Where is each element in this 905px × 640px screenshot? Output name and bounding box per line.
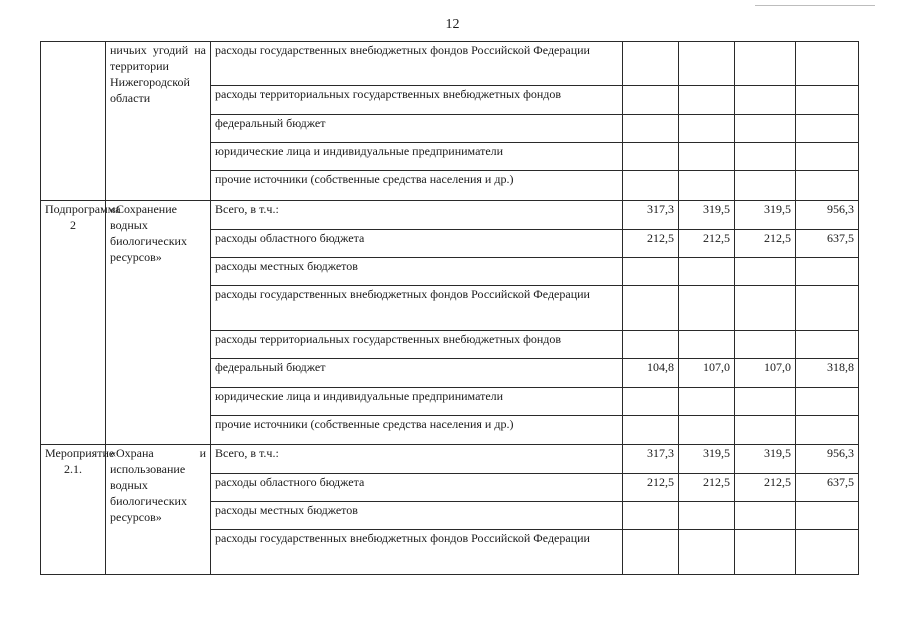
year-value-cell: 212,5 (623, 474, 679, 502)
year-value-cell (679, 331, 735, 359)
funding-source-cell: юридические лица и индивидуальные предприниматели (211, 388, 623, 416)
year-value-cell (623, 286, 679, 331)
year-value-cell (623, 502, 679, 530)
funding-source-cell: расходы областного бюджета (211, 230, 623, 258)
total-value-cell: 637,5 (796, 474, 859, 502)
total-value-cell (796, 42, 859, 86)
year-value-cell (735, 171, 796, 201)
total-value-cell (796, 502, 859, 530)
program-name-cell: ничьих угодий на территории Нижегородской области (106, 42, 211, 201)
year-value-cell: 104,8 (623, 359, 679, 388)
total-value-cell (796, 86, 859, 115)
funding-source-cell: федеральный бюджет (211, 115, 623, 143)
year-value-cell (623, 388, 679, 416)
funding-source-cell: прочие источники (собственные средства населения и др.) (211, 171, 623, 201)
total-value-cell: 637,5 (796, 230, 859, 258)
funding-source-cell: расходы государственных внебюджетных фондов Российской Федерации (211, 286, 623, 331)
year-value-cell (735, 86, 796, 115)
table-row (41, 445, 859, 474)
year-value-cell: 212,5 (679, 230, 735, 258)
year-value-cell: 107,0 (735, 359, 796, 388)
funding-source-cell: расходы местных бюджетов (211, 258, 623, 286)
year-value-cell (623, 171, 679, 201)
corner-mark (755, 5, 875, 6)
year-value-cell: 319,5 (735, 445, 796, 474)
year-value-cell (679, 86, 735, 115)
year-value-cell (623, 143, 679, 171)
funding-source-cell: расходы территориальных государственных внебюджетных фондов (211, 331, 623, 359)
year-value-cell: 212,5 (679, 474, 735, 502)
funding-source-cell: расходы государственных внебюджетных фондов Российской Федерации (211, 530, 623, 575)
year-value-cell (679, 530, 735, 575)
funding-source-cell: Всего, в т.ч.: (211, 445, 623, 474)
funding-source-cell: расходы областного бюджета (211, 474, 623, 502)
funding-source-cell: расходы территориальных государственных внебюджетных фондов (211, 86, 623, 115)
total-value-cell (796, 331, 859, 359)
year-value-cell (623, 86, 679, 115)
year-value-cell (679, 388, 735, 416)
program-name-cell: «Охрана и использование водных биологических ресурсов» (106, 445, 211, 575)
total-value-cell (796, 286, 859, 331)
funding-source-cell: прочие источники (собственные средства населения и др.) (211, 416, 623, 445)
year-value-cell (623, 115, 679, 143)
year-value-cell (735, 388, 796, 416)
total-value-cell: 956,3 (796, 445, 859, 474)
total-value-cell (796, 171, 859, 201)
year-value-cell (679, 286, 735, 331)
year-value-cell: 319,5 (679, 201, 735, 230)
year-value-cell: 317,3 (623, 445, 679, 474)
year-value-cell (679, 115, 735, 143)
year-value-cell (735, 286, 796, 331)
budget-table (40, 41, 859, 575)
year-value-cell (735, 502, 796, 530)
year-value-cell: 212,5 (735, 230, 796, 258)
table-row (41, 201, 859, 230)
program-level-cell: Подпрограмма 2 (41, 201, 106, 445)
year-value-cell (623, 331, 679, 359)
funding-source-cell: расходы государственных внебюджетных фондов Российской Федерации (211, 42, 623, 86)
year-value-cell (735, 143, 796, 171)
funding-source-cell: юридические лица и индивидуальные предприниматели (211, 143, 623, 171)
year-value-cell (735, 416, 796, 445)
year-value-cell (735, 115, 796, 143)
page-number: 12 (445, 17, 460, 32)
program-level-cell (41, 42, 106, 201)
year-value-cell: 212,5 (735, 474, 796, 502)
year-value-cell (735, 530, 796, 575)
year-value-cell (623, 530, 679, 575)
table-row (41, 42, 859, 86)
year-value-cell (735, 258, 796, 286)
total-value-cell (796, 258, 859, 286)
year-value-cell (679, 171, 735, 201)
total-value-cell (796, 416, 859, 445)
year-value-cell: 319,5 (735, 201, 796, 230)
funding-source-cell: расходы местных бюджетов (211, 502, 623, 530)
year-value-cell (623, 258, 679, 286)
year-value-cell: 317,3 (623, 201, 679, 230)
year-value-cell (623, 416, 679, 445)
year-value-cell: 107,0 (679, 359, 735, 388)
total-value-cell (796, 143, 859, 171)
year-value-cell: 319,5 (679, 445, 735, 474)
year-value-cell (679, 416, 735, 445)
funding-source-cell: Всего, в т.ч.: (211, 201, 623, 230)
year-value-cell (679, 143, 735, 171)
total-value-cell: 318,8 (796, 359, 859, 388)
total-value-cell: 956,3 (796, 201, 859, 230)
program-level-cell: Мероприятие 2.1. (41, 445, 106, 575)
year-value-cell (623, 42, 679, 86)
year-value-cell (679, 502, 735, 530)
total-value-cell (796, 115, 859, 143)
total-value-cell (796, 388, 859, 416)
program-name-cell: «Сохранение водных биологических ресурсов» (106, 201, 211, 445)
year-value-cell (735, 42, 796, 86)
year-value-cell (679, 42, 735, 86)
year-value-cell (735, 331, 796, 359)
total-value-cell (796, 530, 859, 575)
funding-source-cell: федеральный бюджет (211, 359, 623, 388)
year-value-cell (679, 258, 735, 286)
year-value-cell: 212,5 (623, 230, 679, 258)
